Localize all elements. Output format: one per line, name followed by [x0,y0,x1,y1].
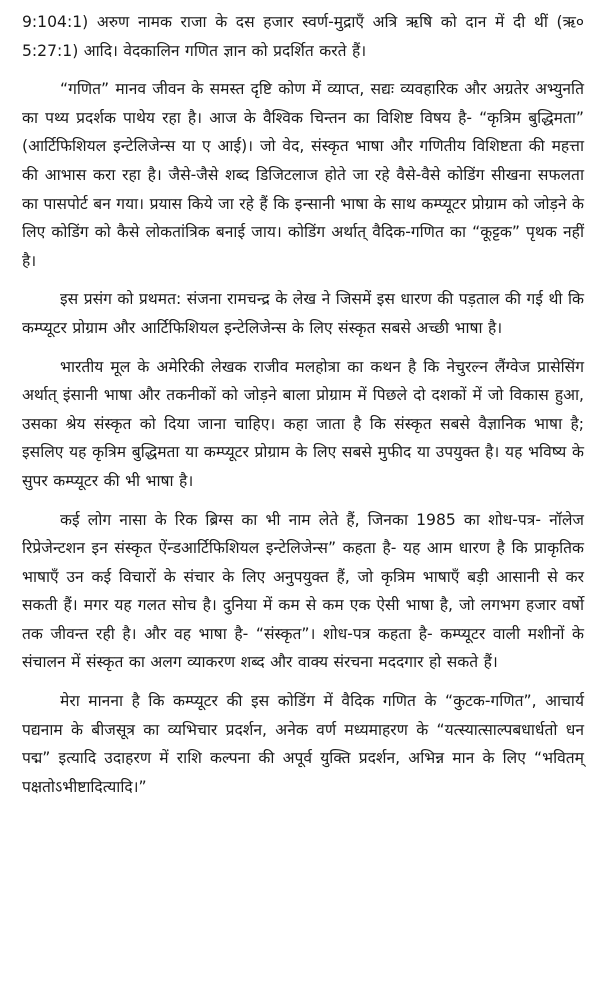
paragraph-3: इस प्रसंग को प्रथमत: संजना रामचन्द्र के लेख ने जिसमें इस धारण की पड़ताल की गई थी कि कम्प्यूटर प्रोग्राम और आर्टिफिशियल इन्टेलिजेन्स के लिए संस्कृत सबसे अच्छी भाषा है। [22,290,584,337]
paragraph-6: मेरा मानना है कि कम्प्यूटर की इस कोडिंग में वैदिक गणित के “कुटक-गणित”, आचार्य पद्यनाम के बीजसूत्र का व्यभिचार प्रदर्शन, अनेक वर्ण मध्यमाहरण के “यत्स्यात्साल्पबधार्धतो धन पद्म” इत्यादि उदाहरण में राशि कल्पना की अपूर्व युक्ति प्रदर्शन, अभिन्न मान के लिए “भवितम् पक्षतोऽभीष्टादित्यादि।” [22,692,584,796]
paragraph-4: भारतीय मूल के अमेरिकी लेखक राजीव मलहोत्रा का कथन है कि नेचुरल्न लैंग्वेज प्रासेसिंग अर्थात् इंसानी भाषा और तकनीकों को जोड़ने बाला प्रोग्राम में पिछले दो दशकों में जो विकास हुआ, उसका श्रेय संस्कृत को दिया जाना चाहिए। कहा जाता है कि संस्कृत सबसे वैज्ञानिक भाषा है; इसलिए यह कृत्रिम बुद्धिमता या कम्प्यूटर प्रोग्राम के लिए सबसे मुफीद या उपयुक्त है। यह भविष्य के सुपर कम्प्यूटर की भी भाषा है। [22,357,584,490]
paragraph-1: 9:104:1) अरुण नामक राजा के दस हजार स्वर्ण-मुद्राएँ अत्रि ऋषि को दान में दी थीं (ऋ० 5:27:1) आदि। वेदकालिन गणित ज्ञान को प्रदर्शित करते हैं। [22,13,584,60]
paragraph-2: “गणित” मानव जीवन के समस्त दृष्टि कोण में व्याप्त, सद्यः व्यवहारिक और अग्रतेर अभ्युनति का पथ्य प्रदर्शक पाथेय रहा है। आज के वैश्विक चिन्तन का विशिष्ट विषय है- “कृत्रिम बुद्धिमता” (आर्टिफिशियल इन्टेलिजेन्स या ए आई)। जो वेद, संस्कृत भाषा और गणितीय विशिष्टता की महत्ता की आभास करा रहा है। जैसे-जैसे शब्द डिजिटलाज होते जा रहे वैसे-वैसे कोडिंग सीखना सफलता का पासपोर्ट बन गया। प्रयास किये जा रहे हैं कि इन्सानी भाषा के साथ कम्प्यूटर प्रोग्राम को जोड़ने के लिए कोडिंग को कैसे लोकतांत्रिक बनाई जाय। कोडिंग अर्थात् वैदिक-गणित का “कूट्टक” पृथक नहीं है। [22,80,584,270]
document-page [22,8,584,811]
paragraph-5: कई लोग नासा के रिक ब्रिग्स का भी नाम लेते हैं, जिनका 1985 का शोध-पत्र- नॉलेज रिप्रेजेन्टशन इन संस्कृत ऐंन्डआर्टिफिशियल इन्टेलिजेन्स” कहता है- यह आम धारण है कि प्राकृतिक भाषाएँ उन कई विचारों के संचार के लिए अनुपयुक्त हैं, जो कृत्रिम भाषाएँ बड़ी आसानी से कर सकती हैं। मगर यह गलत सोच है। दुनिया में कम से कम एक ऐसी भाषा है, जो लगभग हजार वर्षो तक जीवन्त रही है। और वह भाषा है- “संस्कृत”। शोध-पत्र कहता है- कम्प्यूटर वाली मशीनों के संचालन में संस्कृत का अलग व्याकरण शब्द और वाक्य संरचना मददगार हो सकते हैं। [22,510,584,672]
